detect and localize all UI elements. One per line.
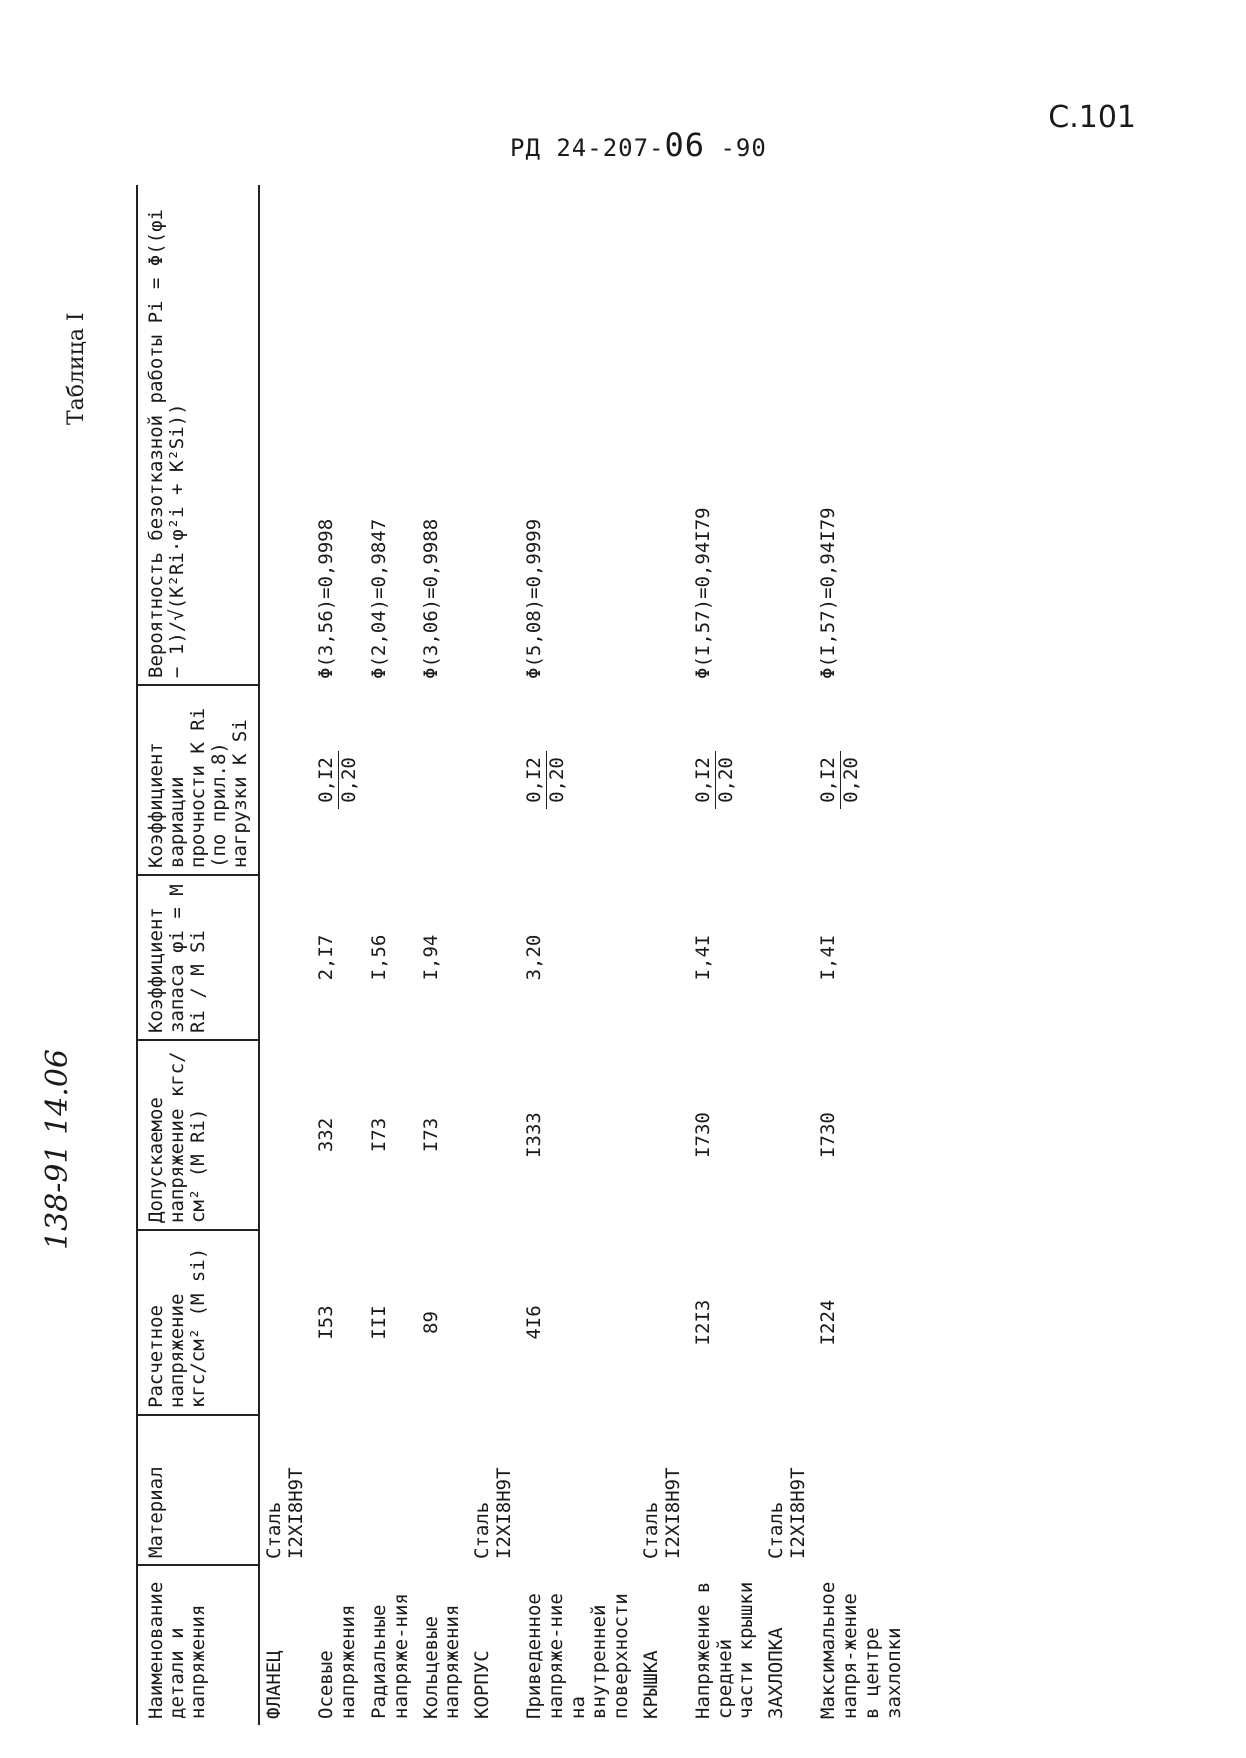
variation-load: 0,20: [545, 757, 568, 803]
variation-load: 0,20: [839, 757, 862, 803]
variation-fraction: [524, 751, 569, 809]
row-probability: Φ(I,57)=0,94I79: [817, 507, 840, 679]
row-material: [417, 1415, 469, 1565]
variation-fraction: [693, 751, 738, 809]
handwritten-note: 138-91 14.06: [40, 1049, 75, 1250]
col-header-calc-stress: Расчетное напряжение кгс/см² (M si): [137, 1230, 259, 1415]
row-name: КОРПУС: [471, 1650, 494, 1719]
row-safety-factor: 3,20: [522, 934, 545, 981]
row-allow-stress: I730: [817, 1112, 840, 1158]
variation-fraction: [818, 751, 863, 809]
row-calc-stress: III: [367, 1305, 390, 1340]
table-row: [417, 185, 469, 1725]
table-title: Таблица I: [64, 312, 89, 425]
row-probability: [637, 185, 689, 685]
row-variation: [365, 685, 417, 875]
table-row: [520, 185, 637, 1725]
rotated-table-container: [64, 185, 1176, 1725]
document-code: [510, 126, 767, 164]
row-name: Напряжение в средней части крышки: [691, 1581, 758, 1719]
row-variation: [259, 685, 312, 875]
row-calc-stress: I2I3: [691, 1299, 714, 1346]
row-variation: [520, 685, 637, 875]
row-allow-stress: I333: [522, 1112, 545, 1158]
row-material: [520, 1415, 637, 1565]
table-row: [762, 185, 814, 1725]
col-header-variation: Коэффициент вариации прочности K Ri (по прил.8) нагрузки K Si: [137, 685, 259, 875]
row-calc-stress: I224: [817, 1299, 840, 1346]
row-safety-factor: [762, 875, 814, 1040]
row-calc-stress: [259, 1230, 312, 1415]
row-probability: Φ(I,57)=0,94I79: [691, 507, 714, 679]
row-variation: [637, 685, 689, 875]
row-material: Сталь I2XI8H9T: [765, 1467, 810, 1559]
table-body: [259, 185, 909, 1725]
row-allow-stress: [637, 1040, 689, 1230]
row-name: Кольцевые напряжения: [419, 1604, 464, 1719]
col-header-probability: Вероятность безотказной работы Pi = Φ((φi − 1)/√(K²Ri·φ²i + K²Si)): [137, 185, 259, 685]
row-probability: Φ(2,04)=0,9847: [367, 518, 390, 679]
row-probability: Φ(5,08)=0,9999: [522, 518, 545, 679]
row-name: ЗАХЛОПКА: [765, 1627, 788, 1719]
row-allow-stress: I73: [367, 1117, 390, 1153]
row-calc-stress: 4I6: [522, 1305, 545, 1340]
row-material: [814, 1415, 909, 1565]
row-probability: [259, 185, 312, 685]
col-header-safety-factor: Коэффициент запаса φi = M Ri / M Si: [137, 875, 259, 1040]
row-material: [365, 1415, 417, 1565]
page-number: С.101: [1048, 100, 1136, 135]
table-row: [689, 185, 763, 1725]
row-safety-factor: [468, 875, 520, 1040]
stress-table: [136, 185, 909, 1725]
row-name: Радиальные напряже-ния: [367, 1593, 412, 1719]
variation-load: 0,20: [337, 757, 360, 803]
row-variation: [814, 685, 909, 875]
table-row: [312, 185, 365, 1725]
row-material: Сталь I2XI8H9T: [640, 1467, 684, 1559]
row-safety-factor: I,94: [419, 934, 442, 981]
col-header-name: Наименование детали и напряжения: [137, 1565, 259, 1725]
row-material: Сталь I2XI8H9T: [263, 1467, 308, 1559]
table-row: [637, 185, 689, 1725]
col-header-material: Материал: [137, 1415, 259, 1565]
row-variation: [417, 685, 469, 875]
row-material: [689, 1415, 763, 1565]
row-probability: [468, 185, 520, 685]
row-name: КРЫШКА: [640, 1650, 663, 1719]
row-calc-stress: [468, 1230, 520, 1415]
variation-fraction: [316, 751, 361, 809]
variation-strength: 0,I2: [316, 751, 339, 809]
row-calc-stress: I53: [315, 1305, 338, 1340]
row-name: ФЛАНЕЦ: [263, 1650, 286, 1719]
row-variation: [762, 685, 814, 875]
variation-strength: 0,I2: [693, 751, 716, 809]
row-allow-stress: I73: [419, 1117, 442, 1153]
table-row: [365, 185, 417, 1725]
row-safety-factor: [259, 875, 312, 1040]
row-variation: [468, 685, 520, 875]
row-calc-stress: [637, 1230, 689, 1415]
row-safety-factor: 2,I7: [315, 934, 338, 981]
row-probability: Φ(3,06)=0,9988: [419, 518, 442, 679]
row-name: Осевые напряжения: [315, 1604, 359, 1719]
row-name: Максимальное напря-жение в центре захлопки: [817, 1581, 905, 1719]
doc-code-prefix: РД 24-207-: [510, 134, 665, 162]
doc-code-suffix: -90: [705, 134, 767, 162]
row-allow-stress: [468, 1040, 520, 1230]
row-probability: [762, 185, 814, 685]
variation-load: 0,20: [714, 757, 737, 803]
variation-strength: 0,I2: [524, 751, 547, 809]
table-row: [468, 185, 520, 1725]
col-header-allow-stress: Допускаемое напряжение кгс/см² (M Ri): [137, 1040, 259, 1230]
row-allow-stress: [762, 1040, 814, 1230]
row-safety-factor: I,4I: [817, 934, 840, 981]
row-variation: [312, 685, 365, 875]
row-safety-factor: [637, 875, 689, 1040]
variation-strength: 0,I2: [818, 751, 841, 809]
table-row: [814, 185, 909, 1725]
row-variation: [689, 685, 763, 875]
row-safety-factor: I,4I: [691, 934, 714, 981]
row-allow-stress: [259, 1040, 312, 1230]
row-material: Сталь I2XI8H9T: [471, 1467, 516, 1559]
row-safety-factor: I,56: [367, 934, 390, 981]
row-calc-stress: [762, 1230, 814, 1415]
row-material: [312, 1415, 365, 1565]
row-probability: Φ(3,56)=0,9998: [315, 518, 338, 679]
doc-code-number: 06: [664, 126, 706, 164]
row-calc-stress: 89: [419, 1311, 442, 1334]
row-allow-stress: I730: [691, 1112, 714, 1158]
table-row: [259, 185, 312, 1725]
row-allow-stress: 332: [315, 1117, 338, 1153]
table-header-row: [137, 185, 259, 1725]
row-name: Приведенное напряже-ние на внутренней поверхности: [522, 1593, 633, 1719]
